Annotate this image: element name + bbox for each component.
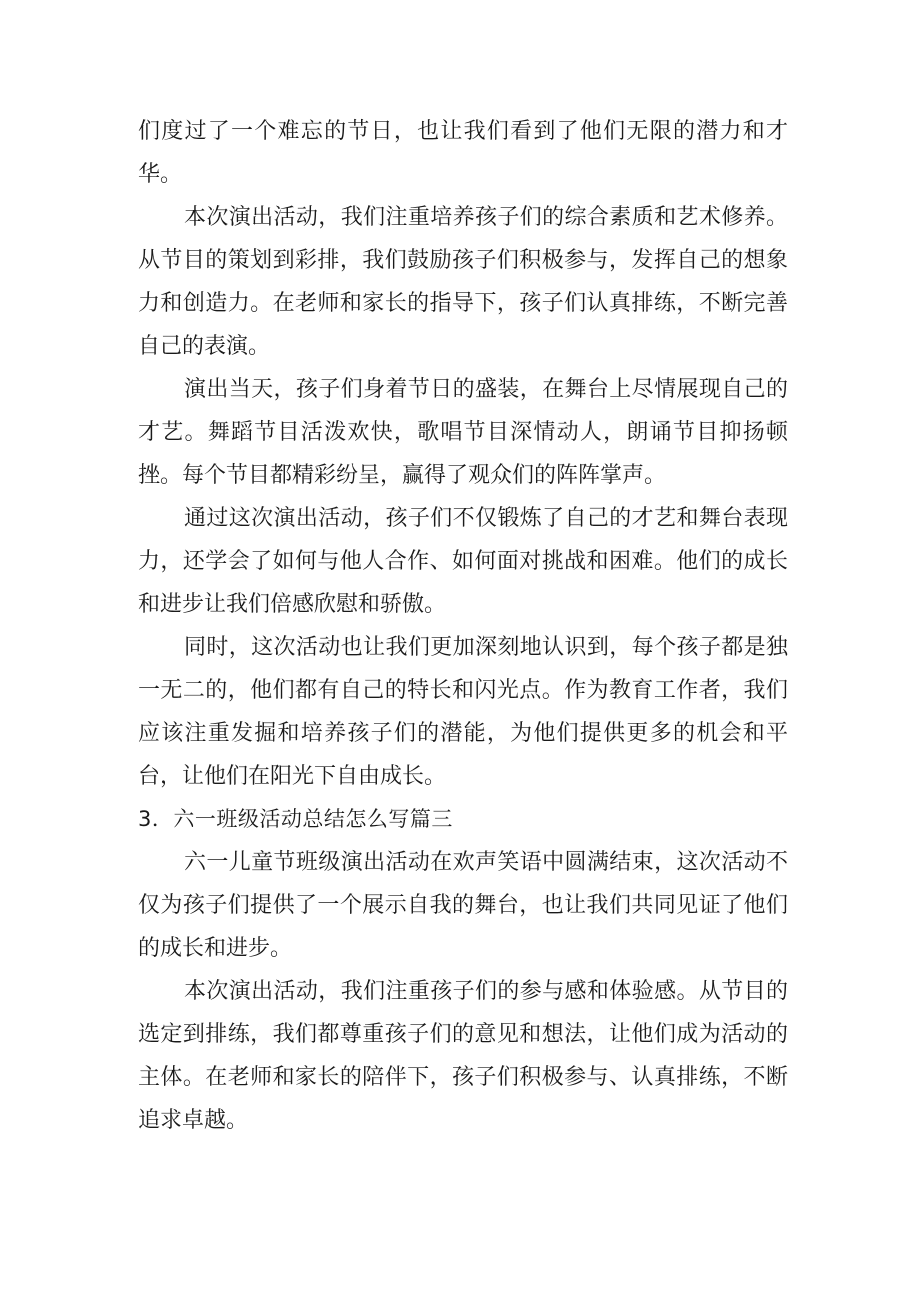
- paragraph-reflection: 同时，这次活动也让我们更加深刻地认识到，每个孩子都是独一无二的，他们都有自己的特长和闪光点。作为教育工作者，我们应该注重发掘和培养孩子们的潜能，为他们提供更多的机会和平台，让他们在阳光下自由成长。: [138, 635, 788, 789]
- paragraph-growth: 通过这次演出活动，孩子们不仅锻炼了自己的才艺和舞台表现力，还学会了如何与他人合作、如何面对挑战和困难。他们的成长和进步让我们倍感欣慰和骄傲。: [138, 506, 788, 617]
- paragraph-training: 本次演出活动，我们注重培养孩子们的综合素质和艺术修养。从节目的策划到彩排，我们鼓励孩子们积极参与，发挥自己的想象力和创造力。在老师和家长的指导下，孩子们认真排练，不断完善自己的表演。: [138, 205, 788, 359]
- section-paragraph-intro: 六一儿童节班级演出活动在欢声笑语中圆满结束，这次活动不仅为孩子们提供了一个展示自我的舞台，也让我们共同见证了他们的成长和进步。: [138, 850, 788, 961]
- section-heading: 3．六一班级活动总结怎么写篇三: [138, 807, 453, 831]
- paragraph-performance-day: 演出当天，孩子们身着节日的盛装，在舞台上尽情展现自己的才艺。舞蹈节目活泼欢快，歌唱节目深情动人，朗诵节目抑扬顿挫。每个节目都精彩纷呈，赢得了观众们的阵阵掌声。: [138, 377, 788, 488]
- document-body: [138, 110, 788, 1142]
- section-paragraph-participation: 本次演出活动，我们注重孩子们的参与感和体验感。从节目的选定到排练，我们都尊重孩子们的意见和想法，让他们成为活动的主体。在老师和家长的陪伴下，孩子们积极参与、认真排练，不断追求卓越。: [138, 979, 788, 1133]
- paragraph-continued: 们度过了一个难忘的节日，也让我们看到了他们无限的潜力和才华。: [138, 119, 788, 187]
